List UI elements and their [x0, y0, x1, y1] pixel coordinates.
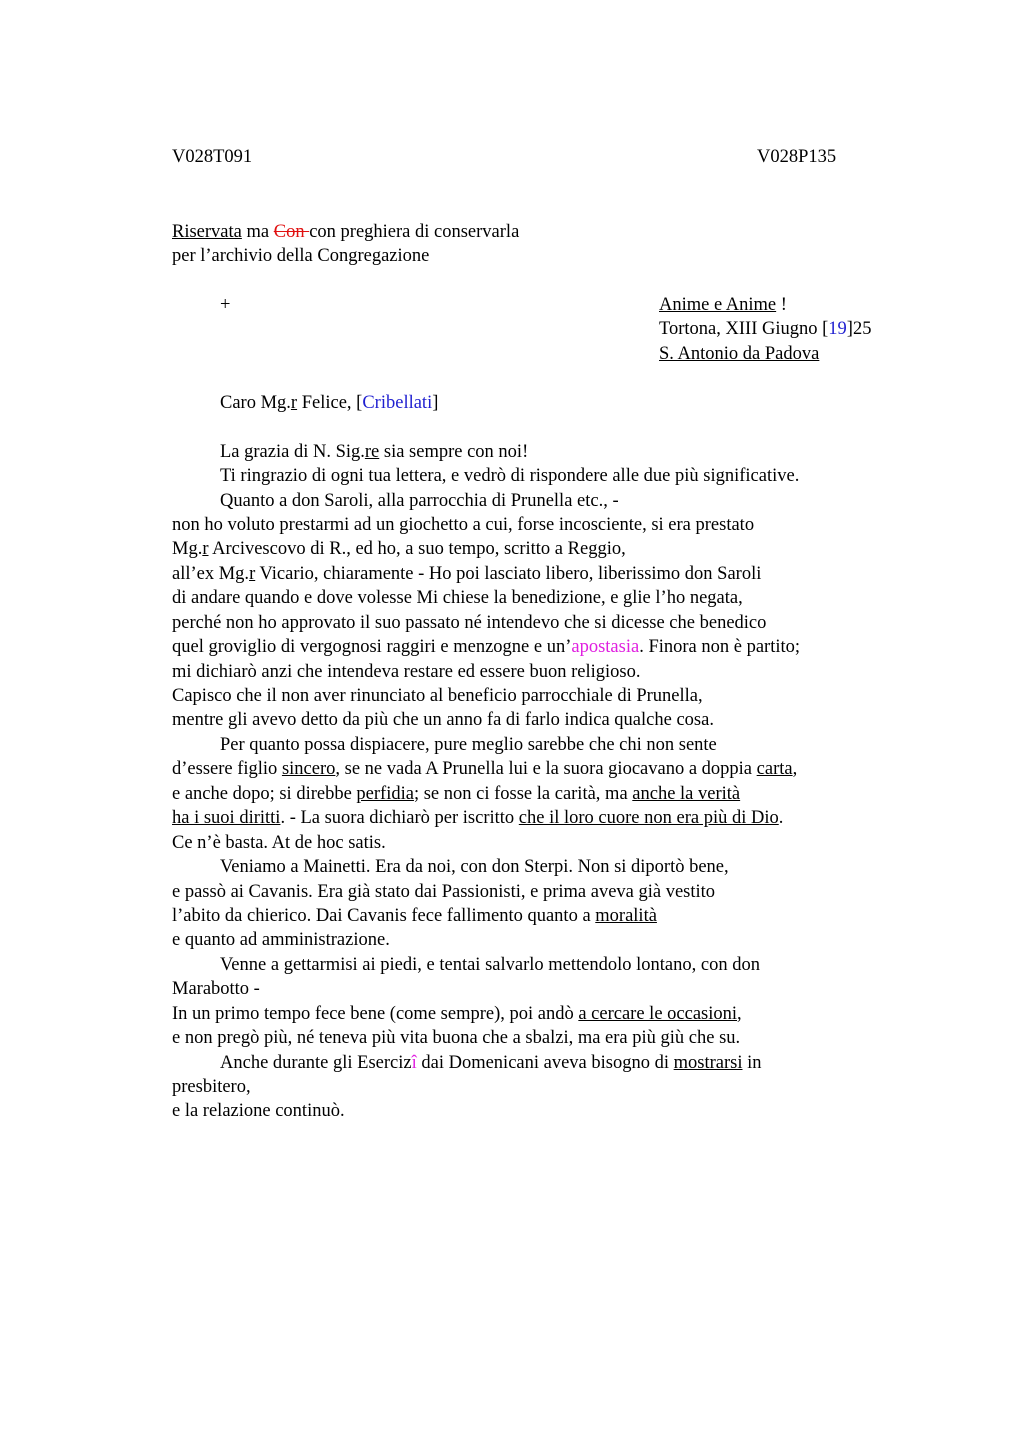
body-line: La grazia di N. Sig.re sia sempre con noi! [220, 442, 529, 462]
body-line: e la relazione continuò. [172, 1101, 345, 1121]
body-line: e passò ai Cavanis. Era già stato dai Passionisti, e prima aveva già vestito [172, 882, 716, 902]
reserved-note-line-1: Riservata ma Con con preghiera di conservarla [172, 222, 520, 242]
body-line: di andare quando e dove volesse Mi chiese la benedizione, e glie l’ho negata, [172, 588, 743, 608]
body-line: quel groviglio di vergognosi raggiri e menzogne e un’apostasia. Finora non è partito; [172, 637, 801, 657]
body-line: Per quanto possa dispiacere, pure meglio sarebbe che chi non sente [220, 735, 717, 755]
reserved-note-line-2: per l’archivio della Congregazione [172, 246, 430, 266]
highlighted-char: î [411, 1053, 417, 1073]
editorial-year: 19 [828, 319, 847, 339]
body-line: non ho voluto prestarmi ad un giochetto a cui, forse incosciente, si era prestato [172, 515, 755, 535]
body-line: e anche dopo; si direbbe perfidia; se non ci fosse la carità, ma anche la verità [172, 784, 741, 804]
body-line: Quanto a don Saroli, alla parrocchia di Prunella etc., - [220, 491, 619, 511]
body-line: Ce n’è basta. At de hoc satis. [172, 833, 386, 853]
body-line: Ti ringrazio di ogni tua lettera, e vedrò di rispondere alle due più significative. [220, 466, 800, 486]
body-line: Capisco che il non aver rinunciato al beneficio parrocchiale di Prunella, [172, 686, 703, 706]
document-code-left: V028T091 [172, 147, 253, 167]
body-line: d’essere figlio sincero, se ne vada A Prunella lui e la suora giocavano a doppia carta, [172, 759, 798, 779]
body-line: e non pregò più, né teneva più vita buona che a sbalzi, ma era più giù che su. [172, 1028, 741, 1048]
body-line: Veniamo a Mainetti. Era da noi, con don Sterpi. Non si diportò bene, [220, 857, 729, 877]
body-line: all’ex Mg.r Vicario, chiaramente - Ho poi lasciato libero, liberissimo don Saroli [172, 564, 762, 584]
body-line: e quanto ad amministrazione. [172, 930, 390, 950]
body-line: mi dichiarò anzi che intendeva restare ed essere buon religioso. [172, 662, 641, 682]
body-line: Venne a gettarmisi ai piedi, e tentai salvarlo mettendolo lontano, con don [220, 955, 760, 975]
document-code-right: V028P135 [757, 147, 837, 167]
body-line: ha i suoi diritti. - La suora dichiarò per iscritto che il loro cuore non era più di Dio. [172, 808, 784, 828]
highlighted-word: apostasia [571, 637, 640, 657]
body-line: l’abito da chierico. Dai Cavanis fece fallimento quanto a moralità [172, 906, 657, 926]
salutation: Caro Mg.r Felice, [Cribellati] [220, 393, 439, 413]
body-line: mentre gli avevo detto da più che un anno fa di farlo indica qualche cosa. [172, 710, 714, 730]
body-line: Marabotto - [172, 979, 260, 999]
body-line: Mg.r Arcivescovo di R., ed ho, a suo tempo, scritto a Reggio, [172, 539, 626, 559]
place-date-line: Tortona, XIII Giugno [19]25 [659, 319, 872, 339]
body-line: perché non ho approvato il suo passato né intendevo che si dicesse che benedico [172, 613, 767, 633]
body-line: In un primo tempo fece bene (come sempre), poi andò a cercare le occasioni, [172, 1004, 742, 1024]
body-line: presbitero, [172, 1077, 251, 1097]
cross-symbol: + [220, 295, 231, 315]
motto-line: Anime e Anime ! [659, 295, 787, 315]
editorial-name: Cribellati [362, 393, 433, 413]
body-line: Anche durante gli Esercizî dai Domenicani aveva bisogno di mostrarsi in [220, 1053, 762, 1073]
reserved-word: Riservata [172, 222, 242, 242]
deleted-text: Con [273, 222, 310, 242]
feast-line: S. Antonio da Padova [659, 344, 820, 364]
